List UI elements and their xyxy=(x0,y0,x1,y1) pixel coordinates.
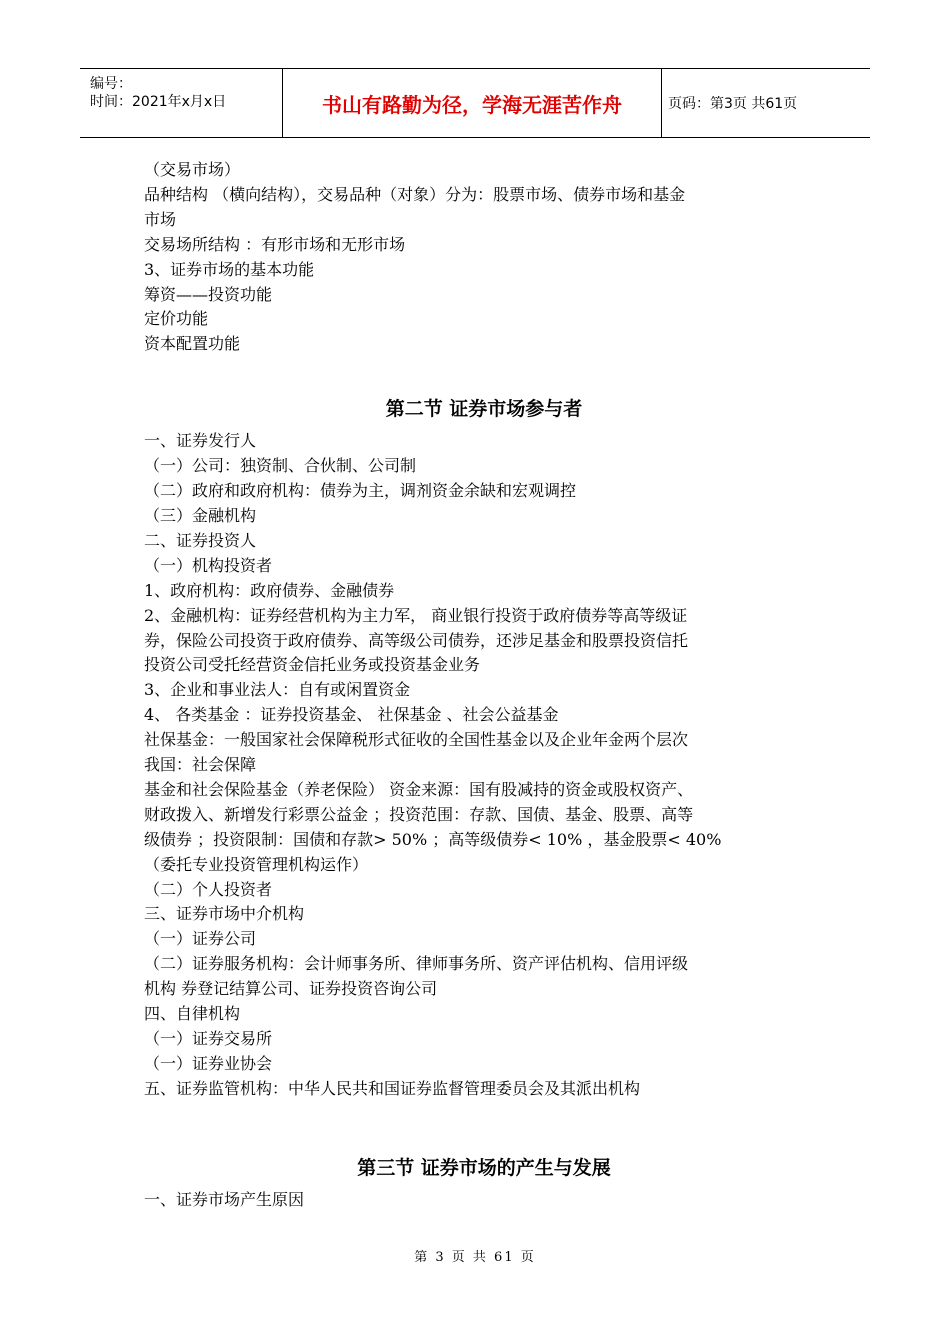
text-line: （二）个人投资者 xyxy=(144,879,273,899)
document-body xyxy=(144,158,824,1213)
text-line: 品种结构 （横向结构），交易品种（对象）分为：股票市场、债券市场和基金 xyxy=(144,184,686,204)
section-heading-3: 第三节 证券市场的产生与发展 xyxy=(357,1156,611,1179)
text-line: 1、政府机构：政府债券、金融债券 xyxy=(144,580,395,600)
text-line: 筹资——投资功能 xyxy=(144,284,273,304)
header-motto: 书山有路勤为径，学海无涯苦作舟 xyxy=(283,69,662,137)
text-line: 财政拨入、新增发行彩票公益金 ；投资范围：存款、国债、基金、股票、高等 xyxy=(144,804,694,824)
serial-label: 编号： xyxy=(90,76,132,92)
text-line: 三、证券市场中介机构 xyxy=(144,904,305,924)
text-line: 机构 券登记结算公司、证券投资咨询公司 xyxy=(144,979,438,999)
text-line: 四、自律机构 xyxy=(144,1004,241,1024)
header-meta-cell xyxy=(80,69,283,137)
text-line: 一、证券发行人 xyxy=(144,431,257,451)
text-line: 4、 各类基金 ：证券投资基金、 社保基金 、社会公益基金 xyxy=(144,705,559,725)
text-line: 五、证券监管机构：中华人民共和国证券监督管理委员会及其派出机构 xyxy=(144,1078,641,1098)
text-line: 投资公司受托经营资金信托业务或投资基金业务 xyxy=(144,655,481,675)
text-line: 级债券 ；投资限制：国债和存款> 50% ；高等级债券< 10% ，基金股票< 40% xyxy=(144,829,722,849)
text-line: 我国：社会保障 xyxy=(144,755,257,775)
text-line: （一）机构投资者 xyxy=(144,555,273,575)
text-line: （一）证券交易所 xyxy=(144,1029,273,1048)
page-header xyxy=(80,68,870,138)
section-heading-2: 第二节 证券市场参与者 xyxy=(385,398,583,421)
text-line: 3、企业和事业法人：自有或闲置资金 xyxy=(144,680,411,700)
text-line: 2、金融机构：证券经营机构为主力军， 商业银行投资于政府债券等高等级证 xyxy=(144,605,688,625)
text-line: （二）证券服务机构：会计师事务所、律师事务所、资产评估机构、信用评级 xyxy=(144,954,689,974)
text-line: 一、证券市场产生原因 xyxy=(144,1189,305,1209)
header-page-info: 页码：第3页 共61页 xyxy=(668,96,798,112)
text-line: 券，保险公司投资于政府债券、高等级公司债券，还涉足基金和股票投资信托 xyxy=(144,630,689,650)
text-line: （一）证券业协会 xyxy=(144,1053,273,1073)
text-line: 二、证券投资人 xyxy=(144,530,257,550)
text-line: （一）公司：独资制、合伙制、公司制 xyxy=(144,456,417,476)
text-line: 交易场所结构 ：有形市场和无形市场 xyxy=(144,234,406,254)
page-footer: 第 3 页 共 61 页 xyxy=(414,1250,536,1265)
text-line: 定价功能 xyxy=(144,309,209,329)
text-line: （二）政府和政府机构：债券为主，调剂资金余缺和宏观调控 xyxy=(144,481,577,501)
text-line: 资本配置功能 xyxy=(144,334,241,354)
text-line: （三）金融机构 xyxy=(144,505,257,525)
text-line: 社保基金：一般国家社会保障税形式征收的全国性基金以及企业年金两个层次 xyxy=(144,730,689,750)
text-line: 基金和社会保险基金（养老保险） 资金来源：国有股减持的资金或股权资产、 xyxy=(144,779,694,799)
text-line: （一）证券公司 xyxy=(144,929,257,949)
text-line: （交易市场） xyxy=(144,160,241,179)
text-line: 市场 xyxy=(144,209,177,229)
text-line: （委托专业投资管理机构运作） xyxy=(144,854,369,874)
time-label: 时间：2021年x月x日 xyxy=(90,94,227,110)
text-line: 3、证券市场的基本功能 xyxy=(144,259,315,279)
